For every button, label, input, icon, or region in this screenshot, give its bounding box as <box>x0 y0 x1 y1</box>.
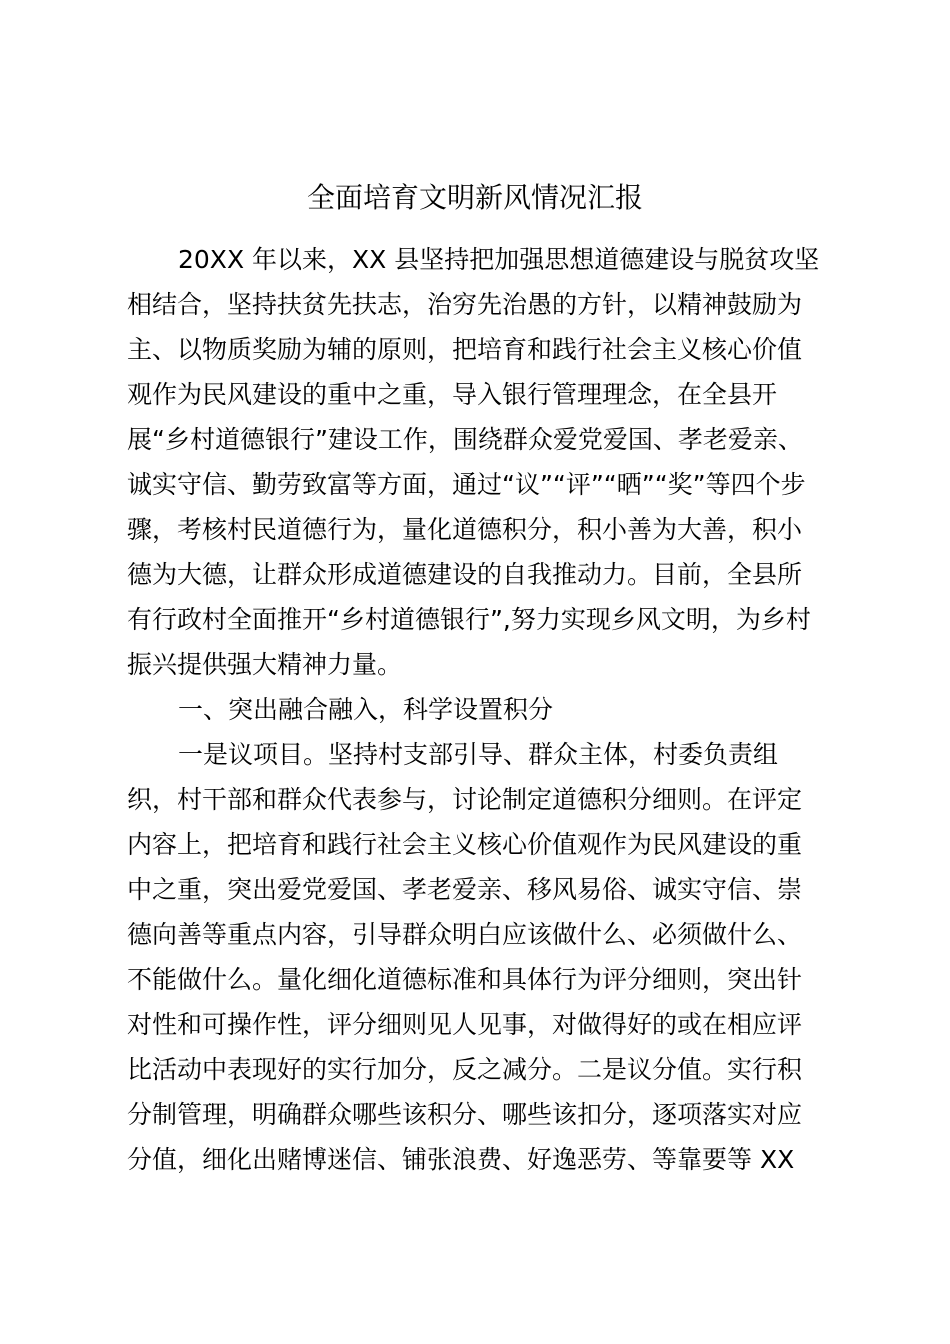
text-line-7: 骤，考核村民道德行为，量化道德积分，积小善为大善，积小 <box>127 515 803 544</box>
text-line-20: 分制管理，明确群众哪些该积分、哪些该扣分，逐项落实对应 <box>127 1100 803 1129</box>
text-line-9: 有行政村全面推开“乡村道德银行”,努力实现乡风文明，为乡村 <box>127 605 811 634</box>
text-line-3: 主、以物质奖励为辅的原则，把培育和践行社会主义核心价值 <box>127 335 803 364</box>
text-line-8: 德为大德，让群众形成道德建设的自我推动力。目前，全县所 <box>127 560 803 589</box>
text-line-18: 对性和可操作性，评分细则见人见事，对做得好的或在相应评 <box>127 1010 803 1039</box>
text-line-17: 不能做什么。量化细化道德标准和具体行为评分细则，突出针 <box>127 965 803 994</box>
text-line-13: 织，村干部和群众代表参与，讨论制定道德积分细则。在评定 <box>127 785 803 814</box>
section-heading-1: 一、突出融合融入，科学设置积分 <box>178 695 554 724</box>
text-line-4: 观作为民风建设的重中之重，导入银行管理理念，在全县开 <box>127 380 778 409</box>
text-line-2: 相结合，坚持扶贫先扶志，治穷先治愚的方针，以精神鼓励为 <box>127 290 803 319</box>
text-line-12: 一是议项目。坚持村支部引导、群众主体，村委负责组 <box>178 740 779 769</box>
text-line-5: 展“乡村道德银行”建设工作，围绕群众爱党爱国、孝老爱亲、 <box>127 425 803 454</box>
text-line-10: 振兴提供强大精神力量。 <box>127 650 403 679</box>
document-title: 全面培育文明新风情况汇报 <box>306 181 643 214</box>
text-line-6: 诚实守信、勤劳致富等方面，通过“议”“评”“晒”“奖”等四个步 <box>127 470 806 499</box>
text-line-16: 德向善等重点内容，引导群众明白应该做什么、必须做什么、 <box>127 920 803 949</box>
text-line-21: 分值，细化出赌博迷信、铺张浪费、好逸恶劳、等靠要等 XX <box>127 1145 795 1174</box>
text-line-15: 中之重，突出爱党爱国、孝老爱亲、移风易俗、诚实守信、崇 <box>127 875 803 904</box>
text-line-19: 比活动中表现好的实行加分，反之减分。二是议分值。实行积 <box>127 1055 803 1084</box>
text-line-1: 20XX 年以来，XX 县坚持把加强思想道德建设与脱贫攻坚 <box>178 245 820 274</box>
text-line-14: 内容上，把培育和践行社会主义核心价值观作为民风建设的重 <box>127 830 803 859</box>
